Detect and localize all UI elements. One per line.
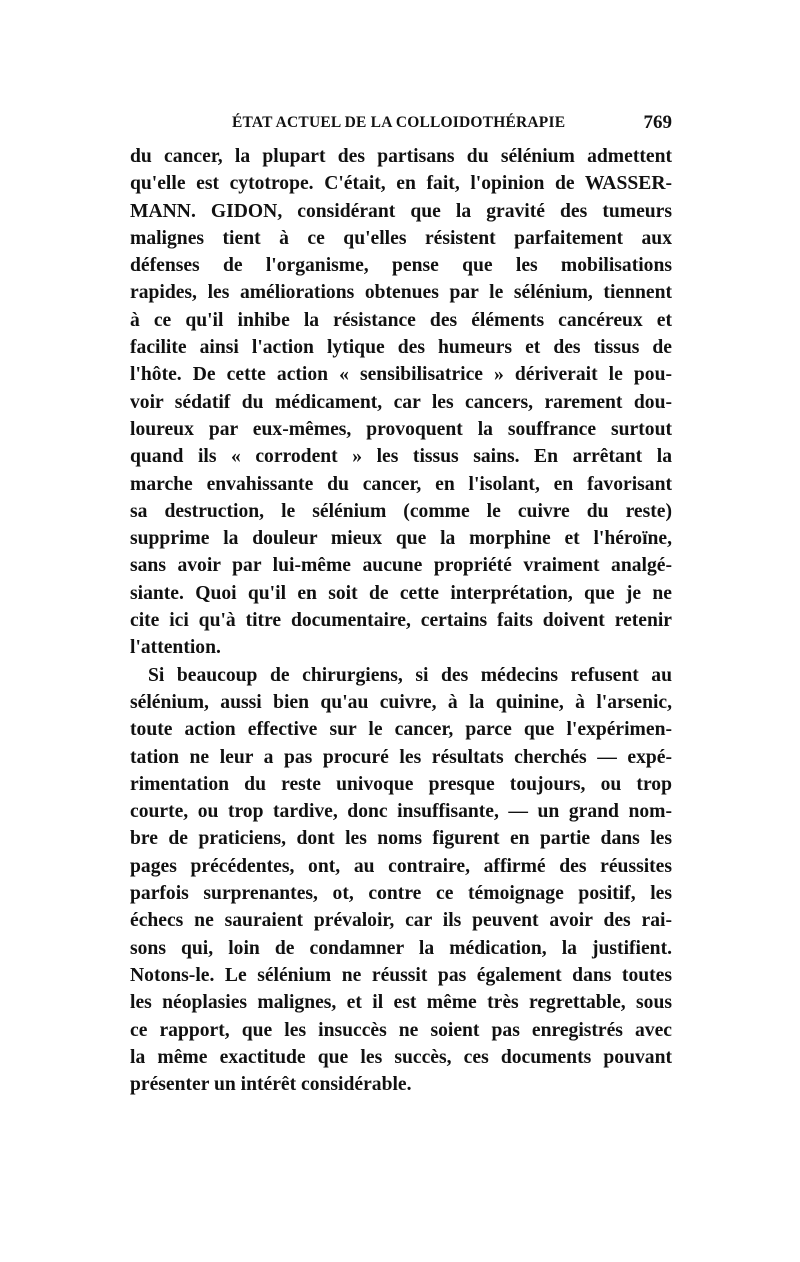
- running-head: [132, 112, 672, 136]
- text-line: siante. Quoi qu'il en soit de cette interprétation, que je ne: [130, 582, 672, 604]
- text-line: MANN. GIDON, considérant que la gravité des tumeurs: [130, 200, 672, 222]
- text-line: à ce qu'il inhibe la résistance des éléments cancéreux et: [130, 309, 672, 331]
- paragraph-1: [130, 143, 672, 662]
- text-line: parfois surprenantes, ot, contre ce témoignage positif, les: [130, 883, 672, 905]
- text-line: sa destruction, le sélénium (comme le cuivre du reste): [130, 500, 672, 522]
- body-text: [130, 143, 672, 1098]
- text-line: l'attention.: [130, 637, 221, 659]
- text-line: rimentation du reste univoque presque toujours, ou trop: [130, 773, 672, 795]
- text-line: loureux par eux-mêmes, provoquent la souffrance surtout: [130, 418, 672, 440]
- page-number: 769: [643, 112, 672, 133]
- text-line: toute action effective sur le cancer, parce que l'expérimen-: [130, 719, 672, 741]
- text-line: courte, ou trop tardive, donc insuffisante, — un grand nom-: [130, 801, 672, 823]
- text-line: supprime la douleur mieux que la morphine et l'héroïne,: [130, 528, 672, 550]
- text-line: quand ils « corrodent » les tissus sains. En arrêtant la: [130, 446, 672, 468]
- text-line: ce rapport, que les insuccès ne soient pas enregistrés avec: [130, 1019, 672, 1041]
- text-line: Notons-le. Le sélénium ne réussit pas également dans toutes: [130, 964, 672, 986]
- text-line: défenses de l'organisme, pense que les mobilisations: [130, 255, 672, 277]
- text-line: sons qui, loin de condamner la médication, la justifient.: [130, 937, 672, 959]
- text-line: malignes tient à ce qu'elles résistent parfaitement aux: [130, 227, 672, 249]
- running-title: ÉTAT ACTUEL DE LA COLLOIDOTHÉRAPIE: [232, 114, 566, 131]
- text-line: pages précédentes, ont, au contraire, affirmé des réussites: [130, 855, 672, 877]
- text-line: marche envahissante du cancer, en l'isolant, en favorisant: [130, 473, 672, 495]
- text-line: sans avoir par lui-même aucune propriété vraiment analgé-: [130, 555, 672, 577]
- text-line: bre de praticiens, dont les noms figurent en partie dans les: [130, 828, 672, 850]
- text-line: Si beaucoup de chirurgiens, si des médecins refusent au: [148, 664, 672, 686]
- text-line: échecs ne sauraient prévaloir, car ils peuvent avoir des rai-: [130, 910, 672, 932]
- text-line: facilite ainsi l'action lytique des humeurs et des tissus de: [130, 337, 672, 359]
- text-line: du cancer, la plupart des partisans du sélénium admettent: [130, 146, 672, 167]
- text-line: qu'elle est cytotrope. C'était, en fait, l'opinion de WASSER-: [130, 173, 672, 195]
- paragraph-2: [130, 662, 672, 1099]
- text-line: l'hôte. De cette action « sensibilisatrice » dériverait le pou-: [130, 364, 672, 386]
- text-line: présenter un intérêt considérable.: [130, 1074, 412, 1096]
- text-line: les néoplasies malignes, et il est même très regrettable, sous: [130, 992, 672, 1014]
- text-line: tation ne leur a pas procuré les résultats cherchés — expé-: [130, 746, 672, 768]
- text-line: rapides, les améliorations obtenues par le sélénium, tiennent: [130, 282, 672, 304]
- text-line: sélénium, aussi bien qu'au cuivre, à la quinine, à l'arsenic,: [130, 691, 672, 713]
- text-line: la même exactitude que les succès, ces documents pouvant: [130, 1046, 672, 1068]
- text-line: voir sédatif du médicament, car les cancers, rarement dou-: [130, 391, 672, 413]
- text-line: cite ici qu'à titre documentaire, certains faits doivent retenir: [130, 610, 672, 632]
